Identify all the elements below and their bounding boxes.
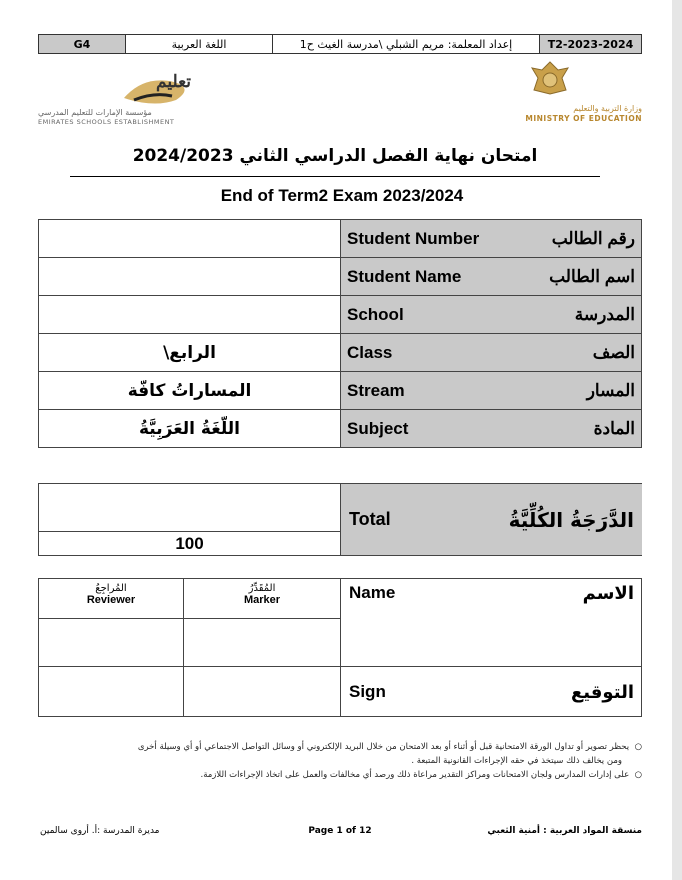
name-label-en: Name	[349, 583, 396, 602]
name-label-ar: الاسم	[582, 583, 634, 604]
footer-page-number: Page 1 of 12	[308, 826, 372, 836]
info-row	[39, 410, 642, 448]
note-item	[30, 754, 642, 768]
info-value[interactable]	[39, 258, 341, 296]
total-box	[38, 483, 642, 556]
note-text: يحظر تصوير أو تداول الورقة الامتحانية قبل أو أثناء أو بعد الامتحان من خلال البريد الإلكتروني أو وسائل التواصل الاجتماعي أو أي وسيلة أخرى	[137, 742, 630, 752]
info-row	[39, 296, 642, 334]
info-row	[39, 258, 642, 296]
info-label-en: Subject	[347, 418, 409, 438]
ese-logo	[38, 68, 254, 128]
reviewer-sign-cell[interactable]	[39, 667, 184, 717]
marker-header	[184, 579, 341, 619]
info-label-ar: المادة	[593, 418, 635, 438]
sign-label	[341, 667, 642, 717]
info-label-en: Stream	[347, 380, 405, 400]
info-label-ar: رقم الطالب	[551, 228, 635, 248]
info-label-en: School	[347, 304, 404, 324]
title-arabic: امتحان نهاية الفصل الدراسي الثاني 2024/2023	[132, 146, 538, 166]
info-label-ar: المدرسة	[574, 304, 635, 324]
taleem-mark-text: تعليم	[156, 72, 192, 92]
ese-english-name: EMIRATES SCHOOLS ESTABLISHMENT	[38, 118, 175, 126]
falcon-emblem-icon	[528, 60, 572, 96]
signoff-box	[38, 578, 642, 717]
info-value: اللّغَةُ العَرَبِيَّةُ	[39, 410, 341, 448]
header-strip	[38, 34, 642, 54]
info-label	[341, 410, 642, 448]
footer-principal: مديرة المدرسة :أ. أروى سالمين	[40, 826, 160, 836]
moe-arabic-name: وزارة التربية والتعليم	[573, 104, 642, 113]
info-label-ar: اسم الطالب	[549, 266, 635, 286]
sign-label-en: Sign	[349, 682, 386, 701]
info-label	[341, 334, 642, 372]
info-label-ar: المسار	[586, 380, 635, 400]
ese-arabic-name: مؤسسة الإمارات للتعليم المدرسي	[38, 108, 152, 117]
vertical-scrollbar[interactable]	[672, 0, 682, 880]
marker-sign-cell[interactable]	[184, 667, 341, 717]
info-row	[39, 372, 642, 410]
total-label-ar: الدَّرَجَةُ الكُلِّيَّةُ	[508, 507, 634, 532]
note-text: ومن يخالف ذلك سيتخذ في حقه الإجراءات القانونية المتبعة .	[411, 756, 622, 766]
title-english: End of Term2 Exam 2023/2024	[220, 186, 464, 205]
marker-name-cell[interactable]	[184, 619, 341, 667]
moe-english-name: MINISTRY OF EDUCATION	[525, 114, 642, 123]
total-score-blank[interactable]	[39, 484, 341, 532]
marker-en: Marker	[243, 594, 281, 606]
info-label-ar: الصف	[592, 342, 635, 362]
note-item	[30, 768, 642, 782]
reviewer-en: Reviewer	[86, 594, 136, 606]
total-max-score: 100	[39, 532, 341, 556]
info-row	[39, 220, 642, 258]
info-label-en: Student Number	[347, 228, 480, 248]
note-item	[30, 740, 642, 754]
note-text: على إدارات المدارس ولجان الامتحانات ومراكز التقدير مراعاة ذلك ورصد أي مخالفات والعمل على اتخاذ الإجراءات اللازمة.	[200, 770, 630, 780]
name-label	[341, 579, 642, 667]
reviewer-name-cell[interactable]	[39, 619, 184, 667]
info-label	[341, 296, 642, 334]
total-label	[341, 484, 642, 555]
info-label-en: Student Name	[347, 266, 462, 286]
teacher-cell: إعداد المعلمة: مريم الشبلي \مدرسة الغيث ح1	[273, 35, 540, 53]
reviewer-ar: المُراجِعُ	[95, 583, 127, 594]
subject-cell: اللغة العربية	[126, 35, 273, 53]
student-info-table	[38, 219, 642, 448]
info-label	[341, 372, 642, 410]
sign-label-ar: التوقيع	[571, 681, 634, 703]
bullet-circle-icon: ○	[629, 742, 642, 752]
info-value: الرابع\	[39, 334, 341, 372]
code-cell: T2-2023-2024	[540, 35, 641, 53]
info-value[interactable]	[39, 220, 341, 258]
info-value[interactable]	[39, 296, 341, 334]
info-row	[39, 334, 642, 372]
info-label	[341, 220, 642, 258]
info-label-en: Class	[347, 342, 393, 362]
grade-cell: G4	[39, 35, 126, 53]
exam-notes	[30, 740, 642, 782]
marker-ar: المُقَدِّرُ	[248, 583, 276, 594]
info-label	[341, 258, 642, 296]
total-label-en: Total	[349, 509, 391, 529]
info-value: المساراتُ كافّة	[39, 372, 341, 410]
bullet-circle-icon: ○	[629, 770, 642, 780]
moe-logo	[470, 58, 642, 130]
reviewer-header	[39, 579, 184, 619]
title-divider	[70, 176, 600, 177]
footer-coordinator: منسقة المواد العربية : أمنية الثعبي	[487, 826, 642, 836]
